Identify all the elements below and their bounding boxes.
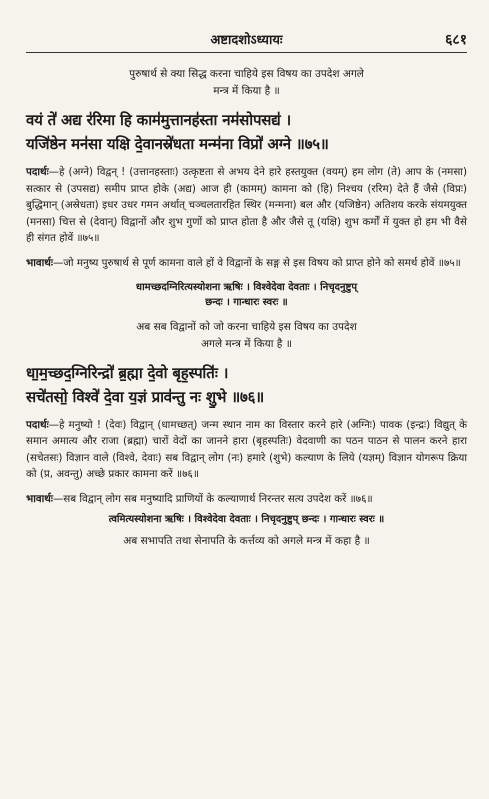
devata-77 (26, 512, 467, 528)
devata-76-line2: छन्दः । गान्धारः स्वरः ॥ (205, 297, 288, 309)
mantra-75 (26, 108, 467, 156)
header-rule (26, 52, 467, 53)
devata-77-line1: त्वमित्यस्योशना ऋषिः । विश्वेदेवा देवताः । निचृदनुष्टुप् छन्दः । गान्धारः स्वरः ॥ (108, 513, 385, 525)
page-header (26, 30, 467, 50)
mantra-75-line1: वयं ते॑ अद्य र॑रिमा हि काम॑मुत्तानह॑स्ता नम॑सोपसद्य॑ । (26, 111, 291, 129)
intro-76-line1: अब सब विद्वानों को जो करना चाहिये इस विषय का उपदेश (136, 320, 357, 333)
bhavartha-label: भावार्थः (26, 492, 53, 505)
padartha-76-text: —हे मनुष्यो ! (देवः) विद्वान् (धामच्छत्) जन्म स्थान नाम का विस्तार करने हारे (अग्निः) पावक (इन्द्रः) विद्युत् के समान अमात्य और राजा (ब्रह्मा) चारों वेदों का जानने हारा (बृहस्पतिः) वेदवाणी का पठन पाठन से पालन करने हारा (सचेतसः) विज्ञान वाले (विश्वे, देवाः) सब विद्वान् लोग (नः) हमारे (शुभे) कल्याण के लिये (यज्ञम्) विज्ञान योगरूप क्रिया को (प्र, अवन्तु) अच्छे प्रकार कामना करें ॥७६॥ (26, 418, 467, 481)
page-content (26, 66, 467, 554)
padartha-label: पदार्थः (26, 166, 49, 178)
mantra-75-line2: यजि॑ष्ठेन मन॑सा यक्षि दे॒वानस्रे॑धता मन्म॑ना विप्रो॑ अग्ने ॥७५॥ (26, 135, 329, 153)
mantra-76-line1: धा॒म॒च्छद॒ग्निरिन्द्रो॑ ब्र॒ह्मा दे॒वो बृह॒स्पतिः॑ । (26, 363, 229, 382)
intro-77-line1: अब सभापति तथा सेनापति के कर्त्तव्य को अगले मन्त्र में कहा है ॥ (123, 535, 370, 548)
devata-76 (26, 280, 467, 311)
chapter-title: अष्टादशोऽध्यायः (210, 33, 283, 48)
intro-76 (26, 319, 467, 353)
bhavartha-75-text: —जो मनुष्य पुरुषार्थ से पूर्ण कामना वाले हों वे विद्वानों के सङ्ग से इस विषय को प्राप्त होने को समर्थ होवें ॥७५॥ (52, 256, 461, 269)
padartha-label: पदार्थः (26, 418, 49, 431)
bhavartha-75 (26, 255, 467, 272)
devata-76-line1: धामच्छदग्निरित्यस्योशना ऋषिः । विश्वेदेवा देवताः । निचृदनुष्टुप् (135, 281, 358, 293)
mantra-76-line2: सचे॑तसो॒ विश्वे॑ दे॒वा य॒ज्ञं प्राव॑न्तु नः शु॒भे ॥७६॥ (26, 387, 265, 406)
bhavartha-76-text: —सब विद्वान् लोग सब मनुष्यादि प्राणियों के कल्याणार्थ निरन्तर सत्य उपदेश करें ॥७६॥ (52, 492, 373, 505)
mantra-76 (26, 361, 467, 409)
padartha-75-text: —हे (अग्ने) विद्वन् ! (उत्तानहस्ताः) उत्कृष्टता से अभय देने हारे हस्तयुक्त (वयम्) हम लोग (ते) आप के (नमसा) सत्कार से (उपसद्य) समीप प्राप्त होके (अद्य) आज ही (कामम्) कामना को (हि) निश्चय (ररिम) देते हैं जैसे (विप्रः) बुद्धिमान् (अस्रेधता) इधर उधर गमन अर्थात् चञ्चलतारहित स्थिर (मन्मना) बल और (यजिष्ठेन) अतिशय करके संयमयुक्त (मनसा) चित्त से (देवान्) विद्वानों और शुभ गुणों को प्राप्त होता है और जैसे तू (यक्षि) शुभ कर्मों में युक्त हो हम भी वैसे ही संगत होवें ॥७५॥ (26, 166, 467, 245)
intro-76-line2: अगले मन्त्र में किया है ॥ (201, 337, 292, 350)
intro-75-line2: मन्त्र में किया है ॥ (213, 85, 280, 97)
padartha-76 (26, 417, 467, 483)
intro-75-line1: पुरुषार्थ से क्या सिद्ध करना चाहिये इस विषय का उपदेश अगले (129, 68, 364, 80)
padartha-75 (26, 164, 467, 247)
page-number: ६८१ (445, 32, 467, 48)
intro-75 (26, 66, 467, 100)
intro-77 (26, 533, 467, 550)
bhavartha-76 (26, 491, 467, 508)
bhavartha-label: भावार्थः (26, 256, 53, 269)
